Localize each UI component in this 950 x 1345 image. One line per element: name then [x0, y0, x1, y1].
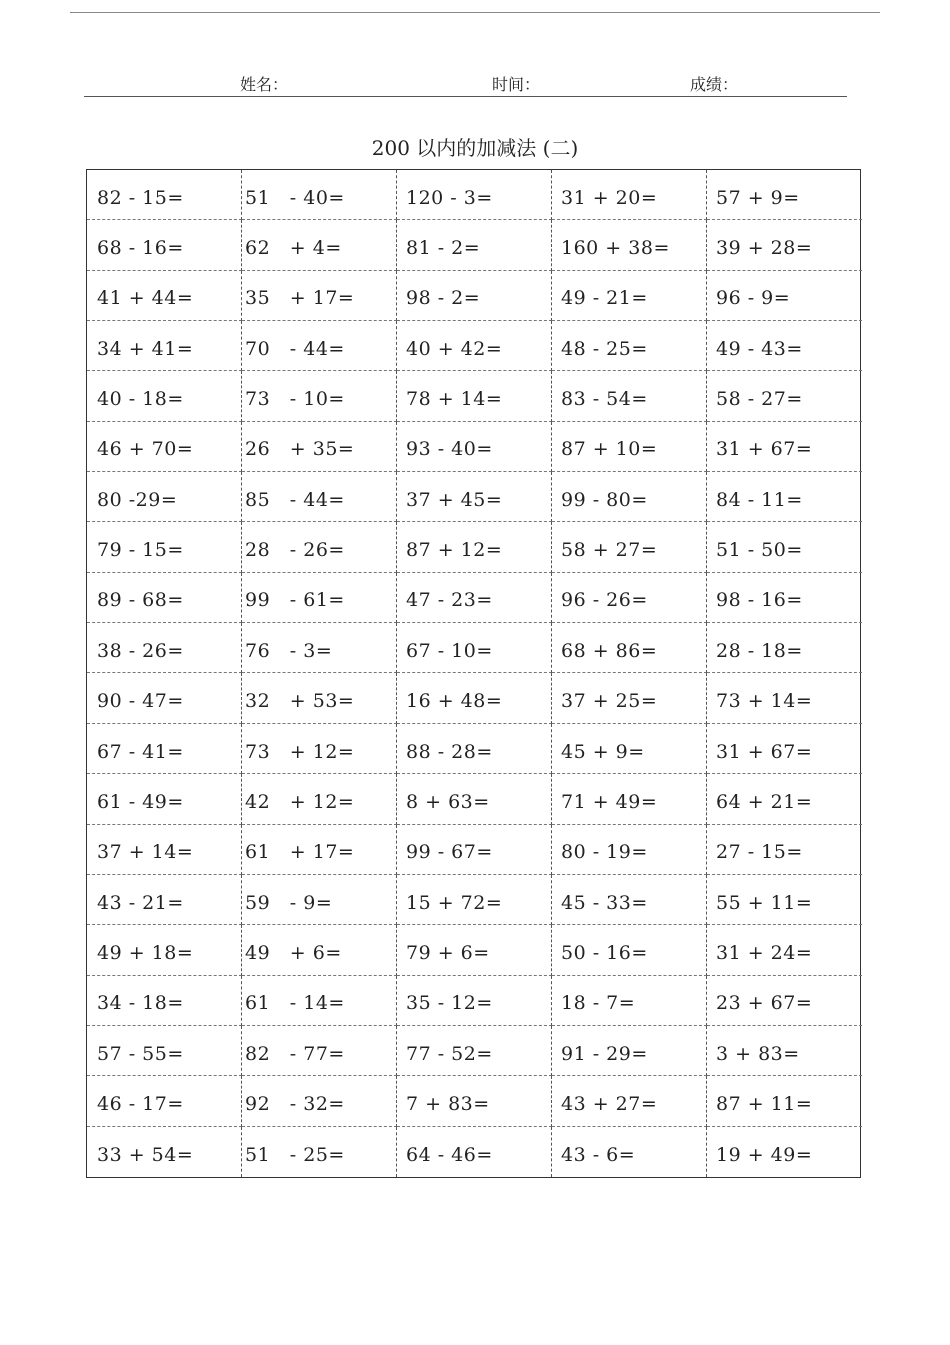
problem-cell: 71 + 49= [552, 774, 707, 824]
problem-cell: 87 + 10= [552, 422, 707, 472]
problem-cell: 15 + 72= [397, 875, 552, 925]
problem-cell: 96 - 9= [707, 271, 862, 321]
problem-cell: 73 + 14= [707, 673, 862, 723]
problem-cell: 85 - 44= [242, 472, 397, 522]
problem-cell: 73 - 10= [242, 371, 397, 421]
problem-cell: 59 - 9= [242, 875, 397, 925]
problem-cell: 81 - 2= [397, 220, 552, 270]
problem-cell: 87 + 11= [707, 1076, 862, 1126]
problem-cell: 35 + 17= [242, 271, 397, 321]
problem-cell: 57 - 55= [87, 1026, 242, 1076]
problem-cell: 19 + 49= [716, 1143, 813, 1166]
problem-cell: 45 - 33= [552, 875, 707, 925]
problem-cell: 43 - 6= [552, 1127, 707, 1177]
problem-cell: 37 + 45= [397, 472, 552, 522]
problem-cell: 28 - 26= [242, 522, 397, 572]
problem-cell: 49 + 18= [87, 925, 242, 975]
problem-cell: 82 - 15= [87, 170, 242, 220]
problem-cell: 46 - 17= [87, 1076, 242, 1126]
problem-cell: 77 - 52= [397, 1026, 552, 1076]
problem-cell: 35 - 12= [397, 976, 552, 1026]
problem-cell: 51 - 25= [242, 1127, 397, 1177]
problem-cell: 55 + 11= [707, 875, 862, 925]
problem-cell: 93 - 40= [397, 422, 552, 472]
problem-cell: 68 - 16= [87, 220, 242, 270]
problem-cell: 43 - 21= [87, 875, 242, 925]
problem-cell: 27 - 15= [707, 825, 862, 875]
problem-cell: 8 + 63= [397, 774, 552, 824]
problem-cell: 31 + 24= [707, 925, 862, 975]
problem-cell: 49 - 43= [707, 321, 862, 371]
problem-cell: 99 - 61= [242, 573, 397, 623]
problem-cell: 45 + 9= [552, 724, 707, 774]
problem-cell: 64 - 46= [397, 1127, 552, 1177]
problem-cell: 31 + 67= [707, 724, 862, 774]
problem-cell: 41 + 44= [87, 271, 242, 321]
name-label: 姓名： [240, 75, 289, 94]
top-rule [70, 12, 880, 13]
problem-cell: 31 + 67= [707, 422, 862, 472]
problem-cell: 80 -29= [87, 472, 242, 522]
problem-cell: 28 - 18= [707, 623, 862, 673]
problem-cell: 78 + 14= [397, 371, 552, 421]
problem-cell: 76 - 3= [242, 623, 397, 673]
problem-cell: 120 - 3= [397, 170, 552, 220]
problem-cell: 33 + 54= [87, 1127, 242, 1177]
problem-cell: 51 - 40= [242, 170, 397, 220]
problem-cell: 73 + 12= [242, 724, 397, 774]
problem-cell: 90 - 47= [87, 673, 242, 723]
problem-cell: 67 - 41= [87, 724, 242, 774]
problem-cell: 57 + 9= [707, 170, 862, 220]
problem-cell: 51 - 50= [707, 522, 862, 572]
problem-cell: 61 + 17= [242, 825, 397, 875]
problem-cell: 87 + 12= [397, 522, 552, 572]
problem-cell: 89 - 68= [87, 573, 242, 623]
problem-cell: 68 + 86= [552, 623, 707, 673]
problem-cell: 23 + 67= [707, 976, 862, 1026]
problem-cell: 32 + 53= [242, 673, 397, 723]
problem-cell: 58 + 27= [552, 522, 707, 572]
problem-cell: 64 + 21= [707, 774, 862, 824]
problem-cell: 67 - 10= [397, 623, 552, 673]
score-label: 成绩： [690, 75, 739, 94]
problem-cell: 160 + 38= [552, 220, 707, 270]
problem-cell: 82 - 77= [242, 1026, 397, 1076]
time-label: 时间： [492, 75, 541, 94]
problem-cell: 61 - 49= [87, 774, 242, 824]
problem-cell: 40 + 42= [397, 321, 552, 371]
problem-cell: 50 - 16= [552, 925, 707, 975]
problem-cell: 88 - 28= [397, 724, 552, 774]
problem-cell: 84 - 11= [707, 472, 862, 522]
problem-cell: 7 + 83= [397, 1076, 552, 1126]
problem-cell: 38 - 26= [87, 623, 242, 673]
worksheet-title: 200 以内的加减法 (二) [371, 136, 579, 160]
problem-cell: 96 - 26= [552, 573, 707, 623]
problem-cell: 79 + 6= [397, 925, 552, 975]
problem-cell: 61 - 14= [242, 976, 397, 1026]
problem-cell: 58 - 27= [707, 371, 862, 421]
problem-cell: 39 + 28= [707, 220, 862, 270]
problem-cell: 62 + 4= [242, 220, 397, 270]
problem-cell: 70 - 44= [242, 321, 397, 371]
problem-cell: 34 - 18= [87, 976, 242, 1026]
problem-cell: 48 - 25= [552, 321, 707, 371]
problem-cell: 49 - 21= [552, 271, 707, 321]
problem-cell: 80 - 19= [552, 825, 707, 875]
problem-cell: 31 + 20= [552, 170, 707, 220]
problem-cell: 79 - 15= [87, 522, 242, 572]
problem-cell: 98 - 2= [397, 271, 552, 321]
problem-cell: 37 + 25= [552, 673, 707, 723]
problem-cell: 47 - 23= [397, 573, 552, 623]
problem-cell: 92 - 32= [242, 1076, 397, 1126]
problem-cell: 34 + 41= [87, 321, 242, 371]
problem-cell: 99 - 67= [397, 825, 552, 875]
problem-cell: 99 - 80= [552, 472, 707, 522]
problem-table [86, 169, 861, 1178]
problem-cell: 98 - 16= [707, 573, 862, 623]
problem-cell: 18 - 7= [552, 976, 707, 1026]
problem-cell: 26 + 35= [242, 422, 397, 472]
problem-cell: 3 + 83= [707, 1026, 862, 1076]
problem-cell: 42 + 12= [242, 774, 397, 824]
problem-cell: 40 - 18= [87, 371, 242, 421]
header-fields [84, 72, 847, 97]
problem-cell: 91 - 29= [552, 1026, 707, 1076]
problem-cell: 16 + 48= [397, 673, 552, 723]
problem-cell: 49 + 6= [242, 925, 397, 975]
problem-cell: 37 + 14= [87, 825, 242, 875]
problem-cell: 46 + 70= [87, 422, 242, 472]
problem-cell: 43 + 27= [552, 1076, 707, 1126]
problem-cell: 83 - 54= [552, 371, 707, 421]
